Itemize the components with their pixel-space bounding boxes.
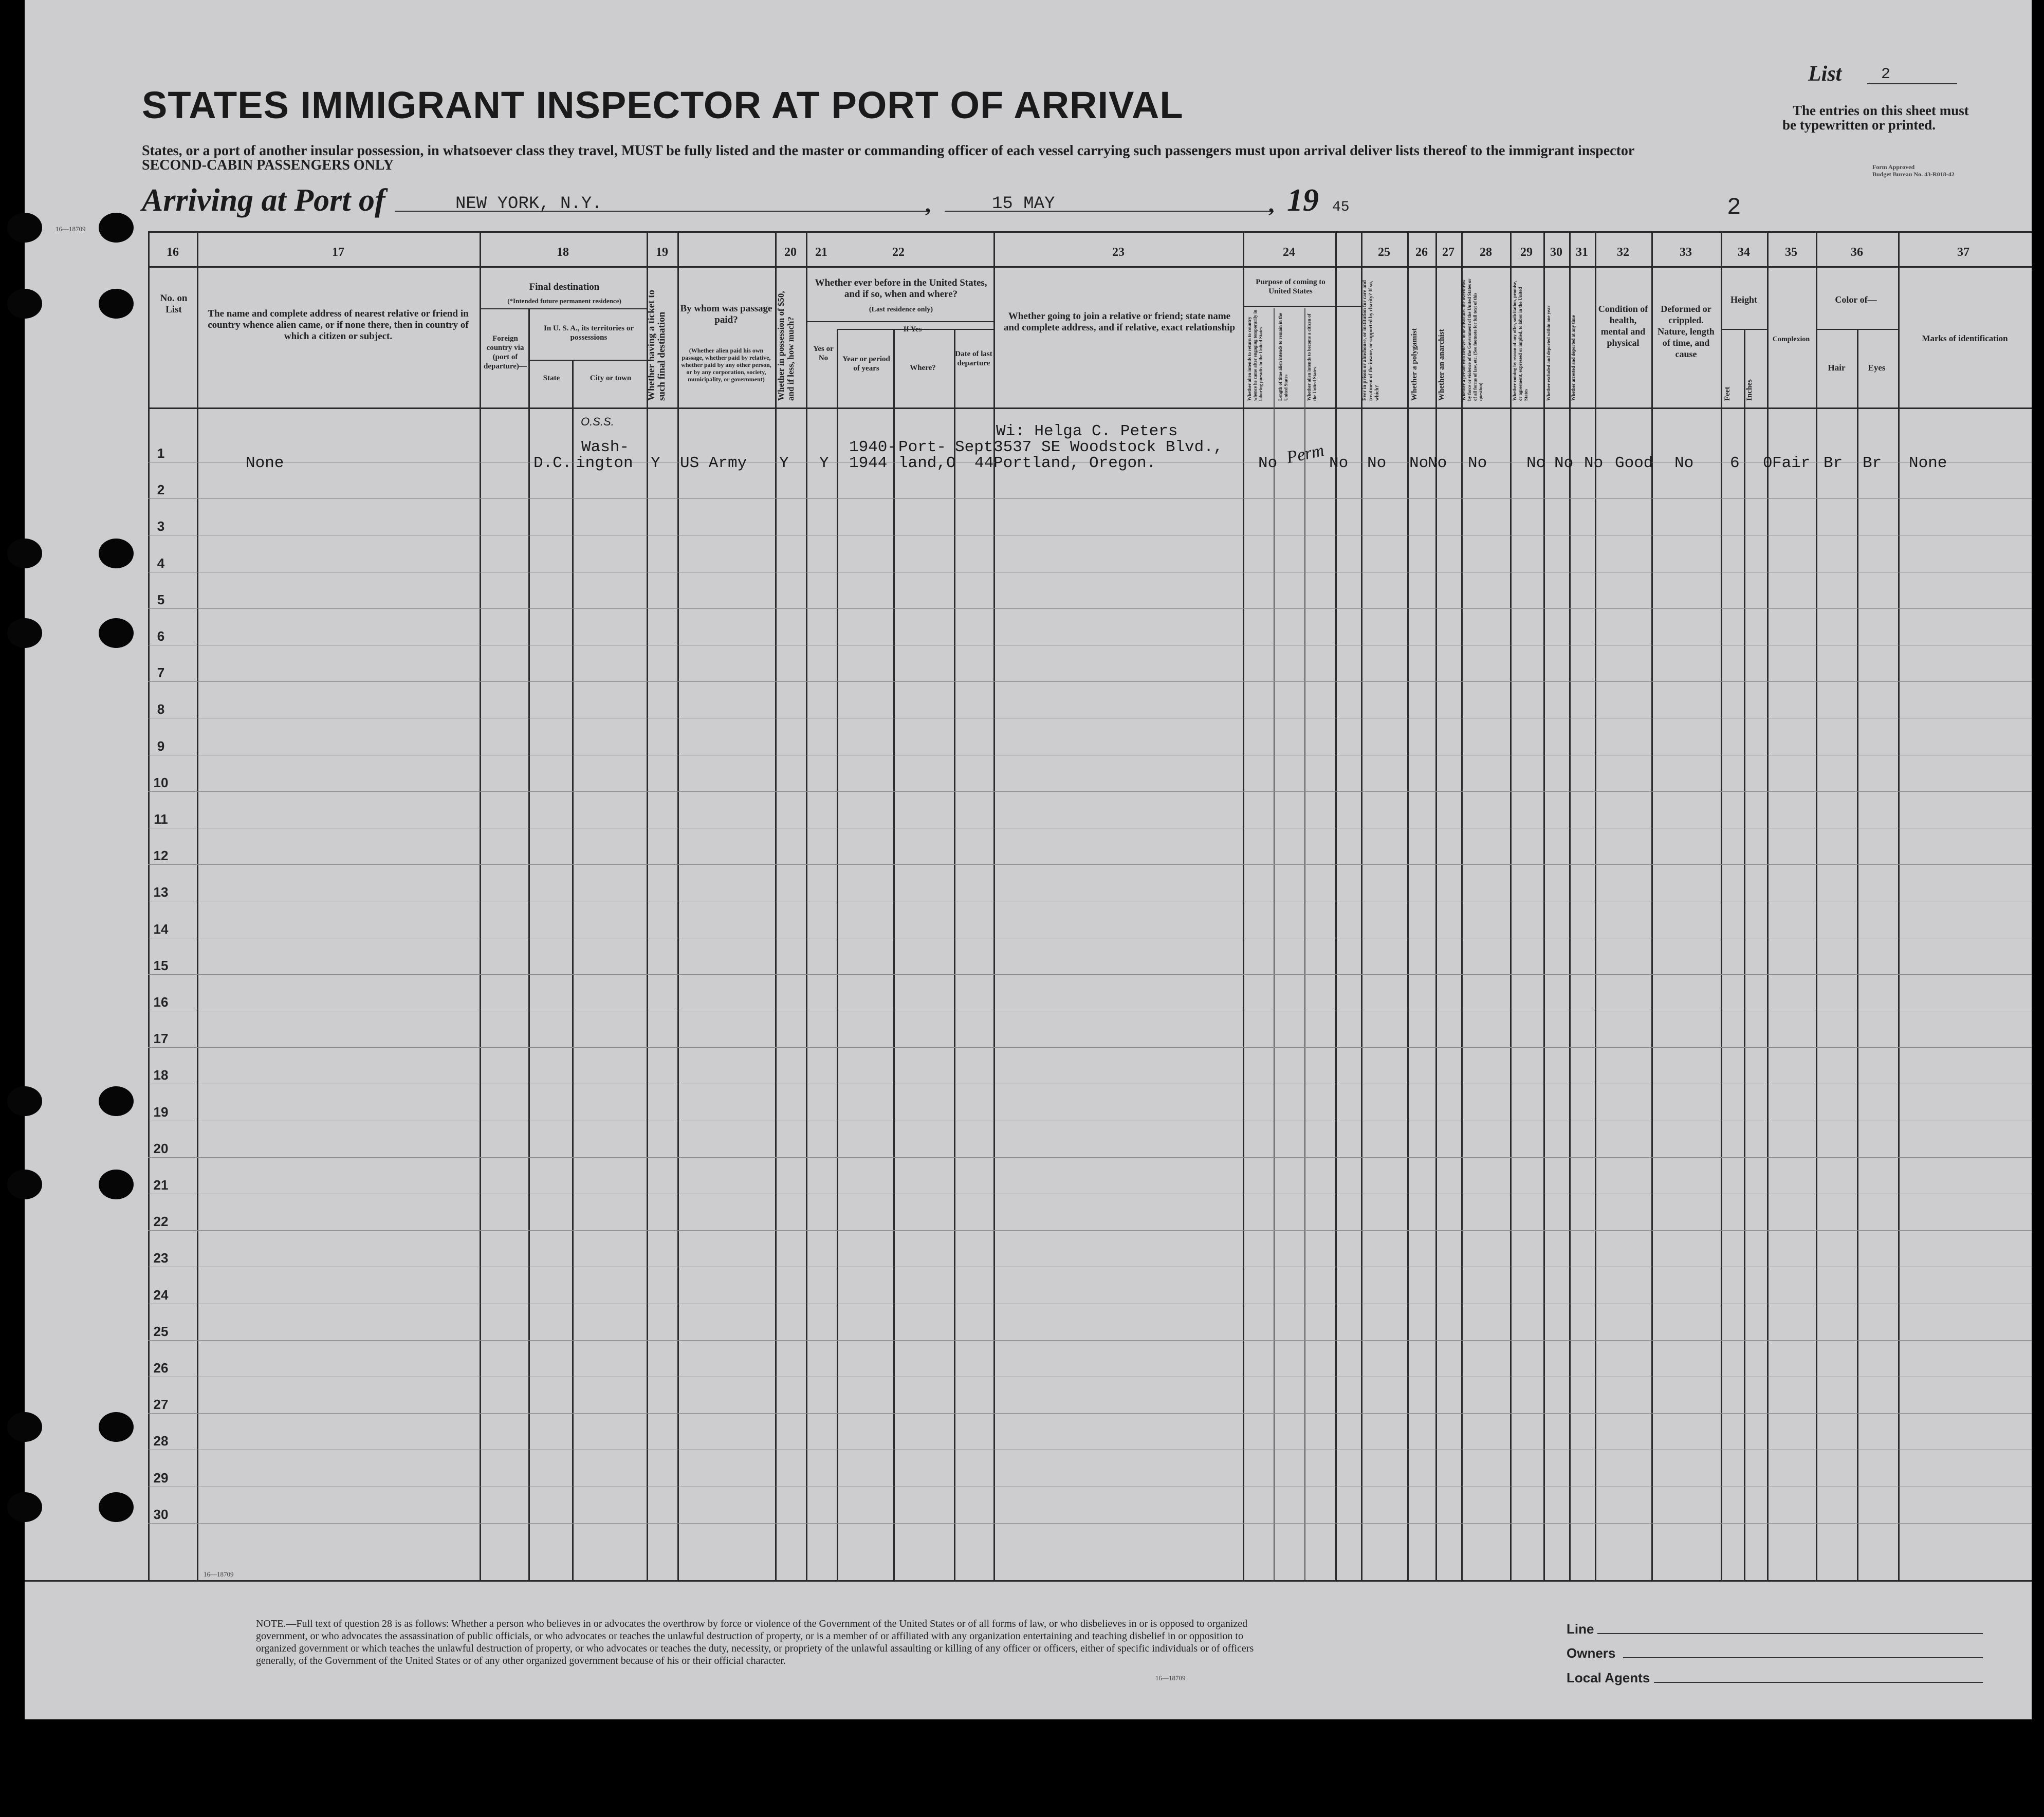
column-number: 25 xyxy=(1378,246,1390,259)
column-number: 27 xyxy=(1442,246,1454,259)
row-number: 13 xyxy=(153,884,169,900)
col28-head: Whether a person who believes in or advocates the overthrow by force or violence of the Government of the United States or of all forms of law, etc. (See footnote for full text of this question) xyxy=(1461,279,1483,401)
binder-hole xyxy=(7,213,42,243)
subheader-rule xyxy=(1816,329,1898,330)
column-number: 33 xyxy=(1680,246,1692,259)
column-rule xyxy=(1304,308,1305,1580)
binder-hole xyxy=(99,539,134,568)
r1-labor-offer: No xyxy=(1526,454,1546,472)
r1-city-line1: Wash- xyxy=(581,438,630,456)
r1-join-line3: Portland, Oregon. xyxy=(993,454,1156,472)
instructions-line2: SECOND-CABIN PASSENGERS ONLY xyxy=(142,157,394,173)
row-rule xyxy=(148,864,2032,865)
row-number: 6 xyxy=(157,628,165,644)
col27-head: Whether an anarchist xyxy=(1438,329,1446,401)
col22-year: Year or period of years xyxy=(842,355,890,373)
col21-head: Whether in possession of $50, and if less, how much? xyxy=(776,291,796,401)
column-rule xyxy=(1335,231,1337,1580)
column-rule xyxy=(837,329,838,1580)
row-rule xyxy=(148,1230,2032,1231)
row-number: 27 xyxy=(153,1397,169,1413)
binder-hole xyxy=(99,213,134,243)
col17-head: The name and complete address of nearest relative or friend in country whence alien came, or if none there, then in country of which a citizen or subject. xyxy=(208,308,469,342)
list-number-rule xyxy=(1867,83,1957,84)
column-number: 21 xyxy=(815,246,827,259)
row-number: 17 xyxy=(153,1031,169,1047)
row-number: 29 xyxy=(153,1470,169,1486)
subheader-rule xyxy=(480,308,647,309)
column-number: 18 xyxy=(557,246,569,259)
r1-anarchist: No xyxy=(1428,454,1447,472)
row-number: 3 xyxy=(157,518,165,534)
column-rule xyxy=(1510,231,1512,1580)
r1-paid-by: US Army xyxy=(680,454,747,472)
col20-head: By whom was passage paid? xyxy=(680,303,772,325)
row-number: 26 xyxy=(153,1360,169,1376)
column-number: 26 xyxy=(1415,246,1428,259)
col37-head: Marks of identification xyxy=(1922,333,2008,343)
binder-hole xyxy=(7,1412,42,1442)
subheader-rule xyxy=(1243,306,1361,307)
col36-hair: Hair xyxy=(1828,363,1846,373)
r1-last-dep-line2: 44 xyxy=(974,454,994,472)
row-number: 5 xyxy=(157,591,165,607)
r1-health: Good xyxy=(1615,454,1653,472)
column-number: 35 xyxy=(1785,246,1797,259)
column-rule xyxy=(197,231,198,1580)
column-rule xyxy=(1274,308,1275,1580)
row-number: 23 xyxy=(153,1250,169,1266)
binder-hole xyxy=(7,1086,42,1116)
column-rule xyxy=(677,231,679,1580)
column-rule xyxy=(1744,329,1745,1580)
col22-head: Whether ever before in the United States, and if so, when and where? xyxy=(815,277,987,300)
column-rule xyxy=(1543,231,1545,1580)
column-rule xyxy=(1243,231,1244,1580)
agents-rule xyxy=(1654,1682,1983,1683)
binder-hole xyxy=(7,289,42,319)
column-rule xyxy=(1461,231,1463,1580)
row-rule xyxy=(148,791,2032,792)
arriving-label: Arriving at Port of xyxy=(142,183,385,218)
column-number: 24 xyxy=(1283,246,1295,259)
column-rule xyxy=(1857,329,1858,1580)
subheader-rule xyxy=(806,321,993,322)
column-rule xyxy=(1721,231,1722,1580)
typed-note-line1: The entries on this sheet must xyxy=(1793,103,1969,118)
row-number: 11 xyxy=(154,811,168,827)
year-suffix: 45 xyxy=(1332,199,1350,215)
column-number: 29 xyxy=(1520,246,1533,259)
binder-hole xyxy=(99,1492,134,1522)
r1-last-dep-line1: Sept xyxy=(955,438,993,456)
column-rule xyxy=(647,231,648,1580)
row-number: 4 xyxy=(157,555,165,571)
col22-where: Where? xyxy=(910,364,936,372)
row-rule xyxy=(148,1157,2032,1158)
r1-city-line2: ington xyxy=(576,454,633,472)
col34-inches: Inches xyxy=(1745,379,1754,401)
row-number: 16 xyxy=(153,994,169,1010)
r1-deformed: No xyxy=(1674,454,1694,472)
r1-where-line1: Port- xyxy=(898,438,947,456)
instructions-line1: States, or a port of another insular possession, in whatsoever class they travel, MUST be fully listed and the master or commanding officer of each vessel carrying such passengers must upon arrival deliver lists thereof to the immigrant inspector xyxy=(142,143,1635,159)
row-number: 28 xyxy=(153,1433,169,1449)
binder-hole xyxy=(99,1412,134,1442)
typed-note-line2: be typewritten or printed. xyxy=(1782,117,1936,133)
col23-head: Whether going to join a relative or friend; state name and complete address, and if relative, exact relationship xyxy=(1003,311,1236,333)
subheader-rule xyxy=(1721,329,1767,330)
row-number: 19 xyxy=(153,1104,169,1120)
col36-head: Color of— xyxy=(1835,294,1877,305)
date-value: 15 MAY xyxy=(992,194,1055,214)
column-number: 32 xyxy=(1617,246,1629,259)
col22-if-yes: If Yes— xyxy=(903,325,930,333)
column-rule xyxy=(148,231,150,1580)
r1-join-line2: 3537 SE Woodstock Blvd., xyxy=(993,438,1223,456)
corner-code: 16—18709 xyxy=(56,225,86,233)
column-number: 34 xyxy=(1738,246,1750,259)
binder-hole xyxy=(99,1170,134,1199)
r1-years-line2: 1944 xyxy=(849,454,888,472)
binder-hole xyxy=(7,1170,42,1199)
column-rule xyxy=(806,231,807,1580)
line-label: Line xyxy=(1567,1621,1594,1637)
r1-eyes: Br xyxy=(1863,454,1882,472)
col24-sub-c: Whether alien intends to become a citizen of the United States xyxy=(1306,313,1317,401)
row-number: 25 xyxy=(153,1323,169,1339)
row-number: 30 xyxy=(153,1506,169,1522)
column-rule xyxy=(954,329,955,1580)
footnote-code: 16—18709 xyxy=(1155,1674,1186,1682)
line-rule xyxy=(1597,1633,1983,1634)
row-number: 18 xyxy=(153,1067,169,1083)
row-rule xyxy=(148,681,2032,682)
binder-hole xyxy=(7,1492,42,1522)
row-number: 20 xyxy=(153,1140,169,1156)
r1-where-line2: land,O xyxy=(898,454,956,472)
column-number: 22 xyxy=(892,246,905,259)
row-number: 7 xyxy=(157,665,165,681)
col34-head: Height xyxy=(1730,294,1757,305)
col18-state: State xyxy=(543,374,560,382)
row-number: 21 xyxy=(153,1177,169,1193)
col20-sub: (Whether alien paid his own passage, whether paid by relative, whether paid by any other person, or by any corporation, society, municipality, or government) xyxy=(681,347,771,383)
r1-complexion: Fair xyxy=(1772,454,1811,472)
column-number: 16 xyxy=(167,246,179,259)
column-rule xyxy=(528,308,530,1580)
col24-sub-a: Whether alien intends to return to country whence he came after engaging temporarily in laboring pursuits in the United States xyxy=(1247,309,1263,401)
year-comma: , xyxy=(1268,192,1274,217)
binder-hole xyxy=(99,1086,134,1116)
r1-inches: 0 xyxy=(1763,454,1773,472)
row-rule xyxy=(148,498,2032,499)
col22-yes-no: Yes or No xyxy=(813,345,834,362)
r1-relative: None xyxy=(246,454,284,472)
row-number: 9 xyxy=(157,738,165,754)
col34-feet: Feet xyxy=(1723,386,1732,401)
r1-overthrow: No xyxy=(1468,454,1487,472)
table-bottom-rule xyxy=(25,1580,2032,1582)
r1-marks: None xyxy=(1909,454,1947,472)
page-title: STATES IMMIGRANT INSPECTOR AT PORT OF ARRIVAL xyxy=(142,84,1184,126)
r1-hair: Br xyxy=(1824,454,1843,472)
row-number: 24 xyxy=(153,1287,169,1303)
col18-sub: (*Intended future permanent residence) xyxy=(507,297,621,305)
col35-head: Complexion xyxy=(1772,336,1810,343)
column-rule xyxy=(1595,231,1596,1580)
column-rule xyxy=(775,231,777,1580)
row-rule xyxy=(148,608,2032,609)
binder-hole xyxy=(7,618,42,648)
column-rule xyxy=(1435,231,1437,1580)
col24-head: Purpose of coming to United States xyxy=(1256,278,1325,295)
column-rule xyxy=(1816,231,1817,1580)
col22-sub: (Last residence only) xyxy=(869,306,933,313)
form-approved-line1: Form Approved xyxy=(1872,163,1915,171)
column-number: 23 xyxy=(1112,246,1125,259)
r1-polygamist: No xyxy=(1409,454,1429,472)
subheader-rule xyxy=(528,360,647,361)
binder-hole xyxy=(99,289,134,319)
form-code: 16—18709 xyxy=(204,1570,234,1578)
r1-ticket: Y xyxy=(651,454,660,472)
r1-purpose-c: No xyxy=(1329,454,1349,472)
row-rule xyxy=(148,1340,2032,1341)
date-comma: , xyxy=(925,192,931,217)
owners-label: Owners xyxy=(1567,1645,1616,1661)
row-number: 8 xyxy=(157,701,165,717)
form-approved-line2: Budget Bureau No. 43-R018-42 xyxy=(1872,171,1955,178)
col32-head: Condition of health, mental and physical xyxy=(1598,304,1648,348)
owners-rule xyxy=(1623,1657,1983,1658)
agents-label: Local Agents xyxy=(1567,1670,1650,1685)
column-rule xyxy=(1407,231,1409,1580)
header-bottom-rule xyxy=(148,407,2032,409)
column-number: 28 xyxy=(1480,246,1492,259)
r1-purpose-a: No xyxy=(1258,454,1278,472)
column-number: 31 xyxy=(1576,246,1588,259)
column-number: 17 xyxy=(332,246,344,259)
col18-head: Final destination xyxy=(529,282,600,292)
r1-state: D.C. xyxy=(533,454,572,472)
row-number: 14 xyxy=(153,921,169,937)
row-number: 12 xyxy=(153,848,169,864)
col16-head: No. on List xyxy=(160,293,188,315)
table-top-rule xyxy=(148,231,2032,233)
row-number: 2 xyxy=(157,482,165,498)
column-rule xyxy=(1767,231,1769,1580)
year-prefix: 19 xyxy=(1287,183,1319,218)
col18-foreign: Foreign country via (port of departure)— xyxy=(484,335,527,370)
manifest-sheet xyxy=(25,0,2032,1719)
colnum-rule xyxy=(148,266,2032,268)
col33-head: Deformed or crippled. Nature, length of time, and cause xyxy=(1658,304,1715,359)
row-number: 15 xyxy=(153,957,169,973)
column-rule xyxy=(480,231,481,1580)
column-number: 36 xyxy=(1851,246,1863,259)
r1-arrested: No xyxy=(1584,454,1604,472)
col18-us: In U. S. A., its territories or possessions xyxy=(544,324,634,342)
footnote-question-28: NOTE.—Full text of question 28 is as follows: Whether a person who believes in or advocates the overthrow by force or violence of the Government of the United States or of all forms of law, or who disbelieves in or is opposed to organized government, or who advocates the assassination of public officials, or who advocates or teaches the unlawful destruction of property, or is a member of or affiliated with any organization entertaining and teaching disbelief in or opposition to organized government or which teaches the unlawful destruction of property, or who advocates or teaches the duty, necessity, or propriety of the unlawful assaulting or killing of any officer or officers, either of specific individuals or of officers generally, of the Government of the United States or of any other organized government because of his or their official character. xyxy=(256,1618,1254,1666)
col24-sub-b: Length of time alien intends to remain in the United States xyxy=(1278,313,1288,401)
r1-feet: 6 xyxy=(1730,454,1740,472)
column-rule xyxy=(1361,231,1362,1580)
r1-city-note: O.S.S. xyxy=(581,415,614,428)
list-number: 2 xyxy=(1881,66,1891,83)
column-rule xyxy=(572,360,574,1580)
col25-head: Ever in prison or almshouse, or institution for care and treatment of the insane, or supported by charity? If so, which? xyxy=(1362,280,1380,401)
col29-head: Whether coming by reason of any offer, solicitation, promise, or agreement, expressed or implied, to labor in the United States xyxy=(1512,281,1529,401)
row-number: 22 xyxy=(153,1214,169,1230)
r1-excluded: No xyxy=(1554,454,1574,472)
r1-join-line1: Wi: Helga C. Peters xyxy=(996,422,1178,440)
col26-head: Whether a polygamist xyxy=(1410,328,1419,401)
binder-hole xyxy=(7,539,42,568)
sheet-number: 2 xyxy=(1727,194,1741,221)
port-value: NEW YORK, N.Y. xyxy=(455,194,602,214)
column-rule xyxy=(1898,231,1900,1580)
column-rule xyxy=(993,231,995,1580)
row-rule xyxy=(148,1047,2032,1048)
column-number: 20 xyxy=(784,246,797,259)
col31-head: Whether arrested and deported at any time xyxy=(1571,315,1576,401)
row-rule xyxy=(148,1413,2032,1414)
r1-prison: No xyxy=(1367,454,1387,472)
column-number: 30 xyxy=(1550,246,1562,259)
column-number: 37 xyxy=(1957,246,1969,259)
col36-eyes: Eyes xyxy=(1868,363,1886,373)
r1-fifty: Y xyxy=(779,454,789,472)
row-rule xyxy=(148,974,2032,975)
col30-head: Whether excluded and deported within one year xyxy=(1546,305,1551,401)
row-rule xyxy=(148,1523,2032,1524)
row-number: 1 xyxy=(157,446,165,461)
r1-before-yes-no: Y xyxy=(819,454,829,472)
list-label: List xyxy=(1808,62,1842,86)
column-rule xyxy=(893,329,895,1580)
r1-purpose-b: Perm xyxy=(1284,440,1326,468)
row-number: 10 xyxy=(153,774,169,790)
column-rule xyxy=(1651,231,1653,1580)
binder-hole xyxy=(99,618,134,648)
r1-years-line1: 1940- xyxy=(849,438,897,456)
col18-city: City or town xyxy=(590,374,632,382)
column-rule xyxy=(1569,231,1571,1580)
col19-head: Whether having a ticket to such final destination xyxy=(646,289,667,401)
column-number: 19 xyxy=(656,246,668,259)
col22-date: Date of last departure xyxy=(955,350,992,367)
